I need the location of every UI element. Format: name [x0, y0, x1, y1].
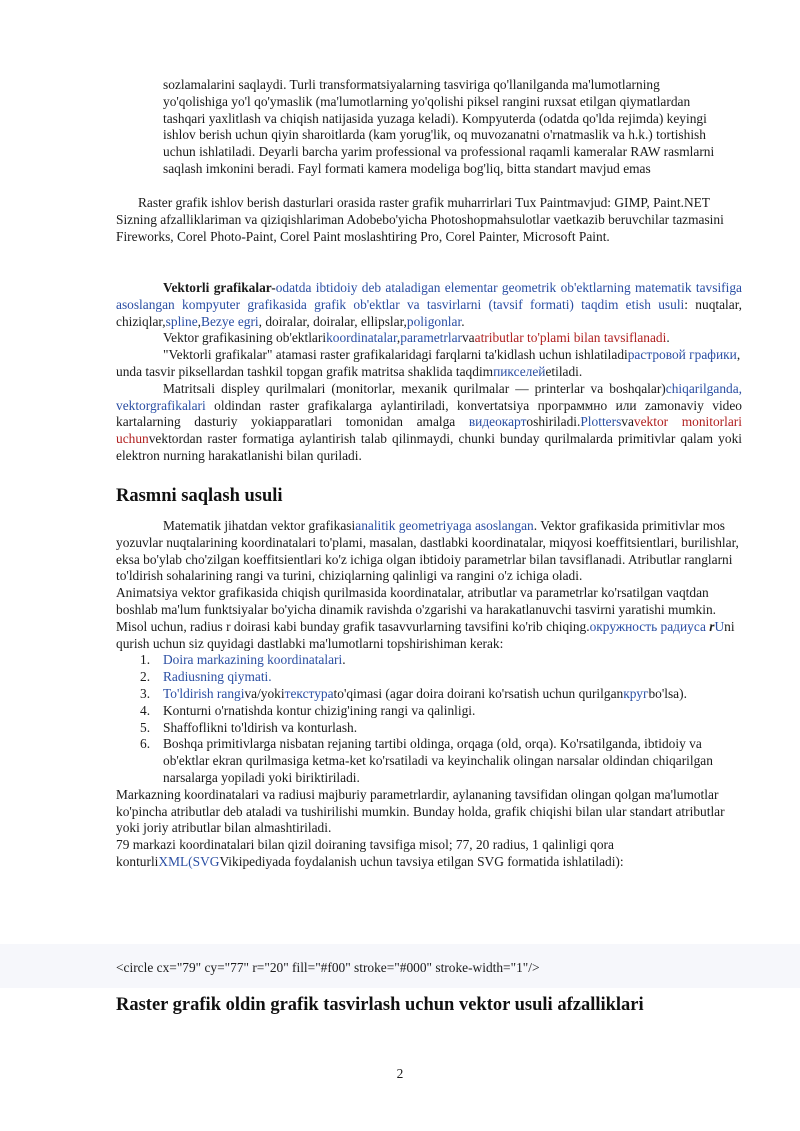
coordinates-link[interactable]: koordinatalar: [326, 330, 397, 346]
texture-link[interactable]: текстура: [284, 685, 334, 701]
radius-symbol: r: [705, 618, 715, 634]
xml-link[interactable]: XML: [158, 853, 189, 869]
matrix-text-5: vektordan raster formatiga aylantirish talab qilinmaydi, chunki bunday qurilmalarda primitivlar qalam yoki elektron nurning harakatlanishi bilan quriladi.: [116, 431, 742, 463]
page-number: 2: [396, 1066, 404, 1081]
term-text-1: "Vektorli grafikalar" atamasi raster grafikalaridagi farqlarni ta'kidlash uchun ishlatiladi: [163, 347, 628, 363]
vector-text-3: , doiralar, doiralar, ellipslar,: [258, 313, 407, 329]
list-text: Boshqa primitivlarga nisbatan rejaning tartibi oldinga, orqaga (old, orqa). Ko'rsatilganda, ibtidoiy va ob'ektlar ekran qurilmasiga ketma-ket ko'rsatiladi va keyinchalik olingan narsalar oldindan chiqarilgan narsalarga yopiladi yoki biriktiriladi.: [163, 736, 713, 785]
example-text-2: ni qurish uchun siz quyidagi dastlabki ma'lumotlarni topshirishiman kerak:: [116, 618, 735, 651]
section-heading-advantages: [116, 994, 742, 1016]
list-item: [116, 703, 742, 720]
list-number: 2.: [140, 669, 151, 685]
list-text: to'qimasi (agar doira doirani ko'rsatish uchun qurilgan: [333, 685, 624, 701]
vector-definition-paragraph: [116, 280, 742, 465]
math-text-2: . Vektor grafikasida primitivlar mos yozuvlar nuqtalarining koordinatalari to'plami, masalan, dastlabki koordinatalar, miqyosi koeffitsientlari, burilishlar, eksa bo'ylab cho'zilgan koeffitsientlari ko'z ichiga olgan ibtidoiy parametrlar bilan tavsiflanadi. Atributlar ranglarni to'ldirish sohalarining rangi va turini, chiziqlarning qalinligi va rangini o'z ichiga oladi.: [116, 518, 739, 584]
list-number: 4.: [140, 702, 151, 718]
analytic-geometry-link[interactable]: analitik geometriyaga asoslangan: [355, 518, 534, 533]
circle-link[interactable]: круг: [623, 685, 649, 701]
list-number: 3.: [140, 685, 151, 701]
vector-text-2: ,: [197, 313, 202, 329]
raw-format-paragraph: [163, 77, 725, 178]
spline-link[interactable]: spline: [165, 313, 198, 329]
animation-paragraph: Animatsiya vektor grafikasida chiqish qurilmasida koordinatalar, atributlar va parametrlar ko'rsatilgan vaqtdan boshlab ma'lum funktsiyalar bo'yicha dinamik ravishda o'zgarishi va harakatlanuvchi tasvirni yaratishi mumkin.: [116, 585, 716, 617]
list-number: 6.: [140, 736, 151, 752]
list-text: va/yoki: [244, 685, 285, 701]
matrix-paragraph: [116, 381, 742, 465]
example-paragraph: [116, 619, 742, 653]
circle-radius-link[interactable]: окружность радиуса: [589, 618, 706, 634]
attr-text-3: va: [461, 330, 475, 346]
section-heading-storage: [116, 485, 742, 507]
svg-example-paragraph: [116, 837, 742, 871]
list-text: bo'lsa).: [648, 685, 687, 701]
list-text: Konturni o'rnatishda kontur chizig'ining rangi va qalinligi.: [163, 702, 476, 718]
raw-format-text: sozlamalarini saqlaydi. Turli transformatsiyalarning tasviriga qo'llanilganda ma'lumotlarning yo'qolishiga yo'l qo'ymaslik (ma'lumotlarning yo'qolishi piksel rangini ruxsat etilgan qiymatlardan tashqari yaxlitlash va chiqish natijasida yuzaga keladi). Kompyuterda (odatda qo'lda rejimda) keyingi ishlov berish uchun qiyin sharoitlarda (kam yorug'lik, oq muvozanatni o'rnatmaslik va h.k.) tortishish uchun ishlatiladi. Deyarli barcha yarim professional va professional raqamli kameralar RAW rasmlarni saqlash imkonini beradi. Fayl formati kamera modeliga bog'liq, bitta standart mavjud emas: [163, 77, 715, 176]
attributes-paragraph: [116, 330, 742, 347]
term-text-3: etiladi.: [545, 363, 583, 379]
raster-editors-paragraph: [116, 195, 742, 245]
math-text-1: Matematik jihatdan vektor grafikasi: [163, 518, 356, 533]
matrix-text-4: va: [621, 414, 634, 430]
storage-section-body: [116, 518, 742, 871]
raster-editors-text: Raster grafik ishlov berish dasturlari orasida raster grafik muharrirlari Tux Paintmavjud: GIMP, Paint.NET Sizning afzalliklariman va qiziqishlariman Adobebo'yicha Photoshopmahsulotlar vaetkazib beruvchilar tazmasini Fireworks, Corel Photo-Paint, Corel Paint moslashtiring Pro, Corel Painter, Microsoft Paint.: [116, 195, 724, 244]
plotters-link[interactable]: Plotters: [580, 414, 622, 430]
list-item: [116, 669, 742, 686]
heading-image-storage: Rasmni saqlash usuli: [116, 486, 283, 506]
list-text: Shaffoflikni to'ldirish va konturlash.: [163, 719, 358, 735]
example-text-1: Misol uchun, radius r doirasi kabi bunday grafik tasavvurlarning tavsifini ko'rib chiqing.: [116, 618, 590, 634]
matrix-text-3: oshiriladi.: [526, 414, 581, 430]
radius-value-link[interactable]: Radiusning qiymati.: [163, 669, 272, 685]
videocards-link[interactable]: видеокарт: [468, 414, 527, 430]
list-text: .: [342, 652, 346, 668]
attributes-link[interactable]: atributlar to'plami bilan tavsiflanadi: [474, 330, 667, 346]
paren-link[interactable]: (: [188, 853, 193, 869]
term-paragraph: [116, 347, 742, 381]
list-item: [116, 652, 742, 669]
term-text-2: , unda tasvir piksellardan tashkil topgan grafik matritsa shaklida taqdim: [116, 347, 741, 379]
circle-params-list: [116, 652, 742, 786]
pixels-link[interactable]: пикселей: [493, 363, 546, 379]
list-item: [116, 736, 742, 786]
vector-output-link[interactable]: chiqarilganda, vektorgrafikalari: [116, 380, 742, 413]
svg-link[interactable]: SVG: [192, 853, 220, 869]
vector-text-4: .: [461, 313, 465, 329]
math-paragraph: [116, 518, 742, 585]
list-item: [116, 720, 742, 737]
list-number: 5.: [140, 719, 151, 735]
center-coordinates-link[interactable]: Doira markazining koordinatalari: [163, 652, 343, 668]
center-radius-paragraph: Markazning koordinatalari va radiusi majburiy parametrlardir, aylananing tavsifidan olingan qolgan ma'lumotlar ko'pincha atributlar deb ataladi va tushirilishi mumkin. Bunday holda, grafik chiqishi bilan ular standart atributlar yoki joriy atributlar bilan almashtiriladi.: [116, 786, 725, 836]
vector-monitors-link[interactable]: vektor monitorlari uchun: [116, 414, 742, 447]
matrix-text-2: oldindan raster grafikalarga aylantiriladi, konvertatsiya программно или zamonaviy video kartalarning dasturiy yokiapparatlari tomonidan amalga: [116, 397, 742, 430]
raster-graphics-link[interactable]: растровой графики: [627, 347, 737, 363]
u-link[interactable]: U: [714, 618, 725, 634]
list-item: [116, 686, 742, 703]
attr-text-2: ,: [396, 330, 401, 346]
attr-text-1: Vektor grafikasining ob'ektlari: [163, 330, 327, 346]
matrix-text-1: Matritsali displey qurilmalari (monitorlar, mexanik qurilmalar — printerlar va boshqalar): [163, 380, 666, 396]
attr-text-4: .: [666, 330, 670, 346]
fill-color-link[interactable]: To'ldirish rangi: [163, 685, 245, 701]
parameters-link[interactable]: parametrlar: [400, 330, 462, 346]
bezier-link[interactable]: Bezye egri: [201, 313, 259, 329]
polygons-link[interactable]: poligonlar: [406, 313, 462, 329]
vector-term: Vektorli grafikalar-: [163, 280, 276, 295]
vector-text-1: : nuqtalar, chiziqlar,: [116, 296, 742, 329]
heading-vector-advantages: Raster grafik oldin grafik tasvirlash uchun vektor usuli afzalliklari: [116, 995, 644, 1015]
vector-definition-link[interactable]: odatda ibtidoiy deb ataladigan elementar geometrik ob'ektlarning matematik tavsifiga asoslangan kompyuter grafikasida grafik ob'ektlar va tasvirlarni (tavsif formati) taqdim etish usuli: [116, 280, 742, 312]
list-number: 1.: [140, 652, 151, 668]
svg-code-sample: <circle cx="79" cy="77" r="20" fill="#f00" stroke="#000" stroke-width="1"/>: [116, 960, 540, 975]
